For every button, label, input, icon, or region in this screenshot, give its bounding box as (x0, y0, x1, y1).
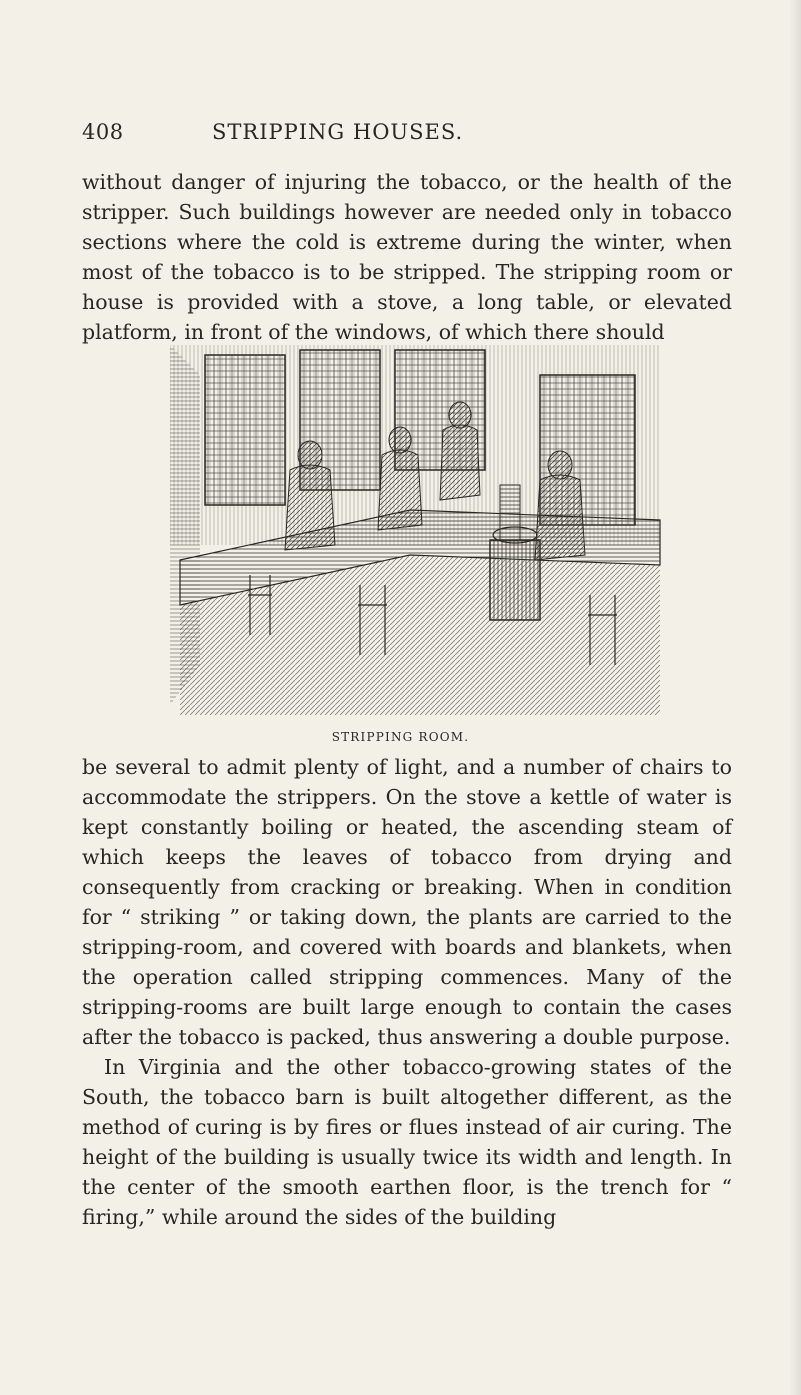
running-header (82, 120, 722, 150)
running-title: STRIPPING HOUSES. (212, 120, 464, 144)
paragraph: without danger of injuring the tobacco, or the health of the stripper. Such buildings however are needed only in tobacco sections where the cold is extreme during the winter, when most of the tobacco is to be stripped. The stripping room or house is provided with a stove, a long table, or elevated platform, in front of the windows, of which there should (82, 170, 732, 344)
page-edge-shadow (789, 0, 801, 1395)
text-block-bottom (82, 752, 732, 1232)
page-number: 408 (82, 120, 124, 144)
figure-caption: STRIPPING ROOM. (331, 730, 470, 744)
paragraph: be several to admit plenty of light, and a number of chairs to accommodate the strippers. On the stove a kettle of water is kept constantly boiling or heated, the ascending steam of which keeps the leaves of tobacco from drying and consequently from cracking or breaking. When in condition for “ striking ” or taking down, the plants are carried to the stripping-room, and covered with boards and blankets, when the operation called stripping commences. Many of the stripping-rooms are built large enough to contain the cases after the tobacco is packed, thus answering a double purpose. (82, 755, 732, 1049)
paragraph: In Virginia and the other tobacco-growing states of the South, the tobacco barn is built altogether different, as the method of curing is by fires or flues instead of air curing. The height of the building is usually twice its width and length. In the center of the smooth earthen floor, is the trench for “ firing,” while around the sides of the building (82, 1055, 732, 1229)
stripping-room-illustration (160, 335, 670, 720)
text-block-top (82, 167, 732, 347)
